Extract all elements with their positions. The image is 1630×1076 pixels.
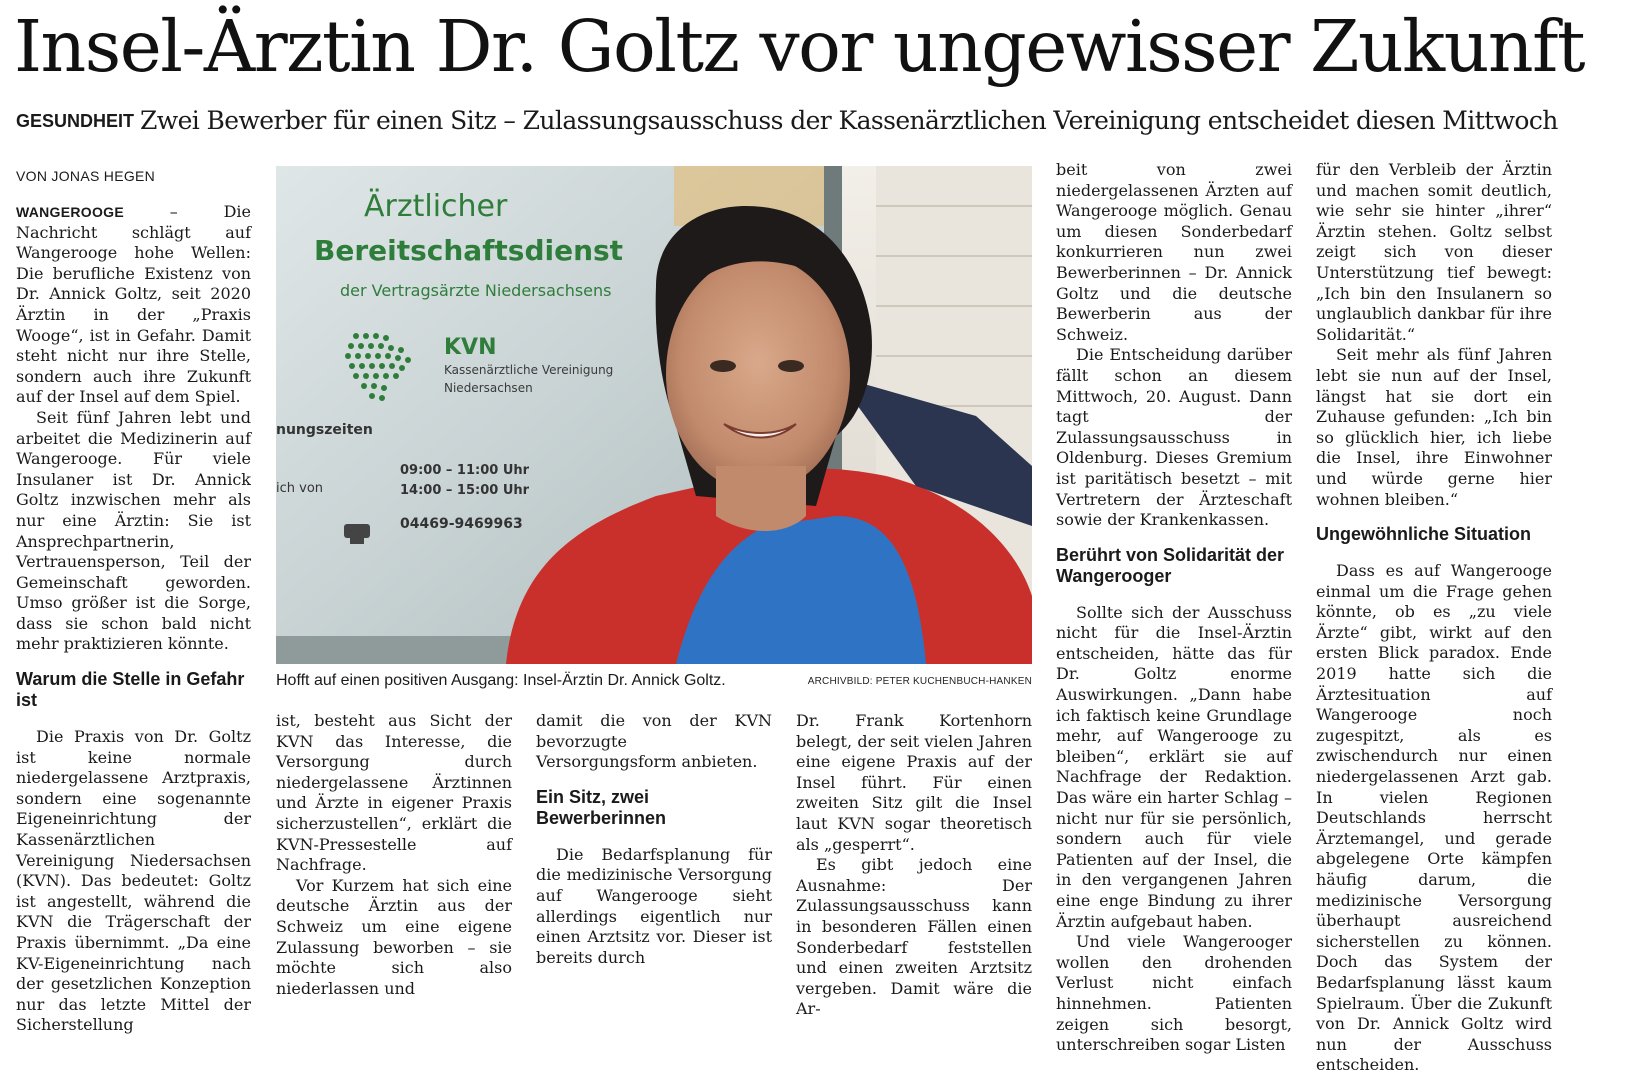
subheading: Ein Sitz, zwei Bewerberinnen [536,786,667,828]
paragraph: Vor Kurzem hat sich eine deutsche Ärztin aus der Schweiz um eine eigene Zulassung beworben – sie möchte sich also niederlassen und [276,875,512,998]
article-column-6 [1316,160,1552,1076]
paragraph: Sollte sich der Ausschuss nicht für die Insel-Ärztin entscheiden, hätte das für Dr. Goltz enorme Auswirkungen. „Dann habe ich faktisch keine Grundlage mehr, auf Wangerooge zu bleiben“, erklärt sie auf Nachfrage der Redaktion. Das wäre ein harter Schlag – nicht nur für sie persönlich, sondern auch für viele Patienten auf der Insel, die in den vergangenen Jahren eine enge Bindung zu ihrer Ärztin aufgebaut haben. [1056,602,1292,931]
paragraph: Dr. Frank Kortenhorn belegt, der seit vielen Jahren eine eigene Praxis auf der Insel führt. Für einen zweiten Sitz gilt die Insel laut KVN sogar theoretisch als „gesperrt“. [796,711,1032,854]
sign-text: 09:00 – 11:00 Uhr [400,463,530,478]
article-column-5 [1056,160,1292,1056]
subheadline: Zwei Bewerber für einen Sitz – Zulassungsausschuss der Kassenärztlichen Vereinigung entscheidet diesen Mittwoch [140,106,1558,135]
subheading: Ungewöhnliche Situation [1316,524,1531,545]
sign-text: Niedersachsen [444,381,533,395]
article-column-3 [536,711,772,968]
article-column-1 [16,202,251,1036]
sign-text: 04469-9469963 [400,516,523,532]
paragraph: Die Bedarfsplanung für die medizinische Versorgung auf Wangerooge sieht allerdings eigentlich nur einen Arztsitz vor. Dieser ist bereits durch [536,844,772,967]
photo-caption [276,672,1032,690]
paragraph: Die Entscheidung darüber fällt schon an diesem Mittwoch, 20. August. Dann tagt der Zulassungsausschuss in Oldenburg. Dieses Gremium ist paritätisch besetzt – mit Vertretern der Ärzteschaft sowie der Krankenkassen. [1056,345,1292,530]
paragraph: Seit fünf Jahren lebt und arbeitet die Medizinerin auf Wangerooge. Für viele Insulaner ist Dr. Annick Goltz inzwischen mehr als nur eine Ärztin: Sie ist Ansprechpartnerin, Vertrauensperson, Teil der Gemeinschaft geworden. Umso größer ist die Sorge, dass sie schon bald nicht mehr praktizieren könnte. [16,407,251,654]
sign-text: der Vertragsärzte Niedersachsens [340,281,612,300]
sign-text: Bereitschaftsdienst [314,234,624,267]
sign-text: KVN [444,335,497,360]
paragraph: Die Praxis von Dr. Goltz ist keine normale niedergelassene Arztpraxis, sondern eine sogenannte Eigeneinrichtung der Kassenärztlichen Vereinigung Niedersachsen (KVN). Das bedeutet: Goltz ist angestellt, während die KVN die Trägerschaft der Praxis übernimmt. „Da eine KV-Eigeneinrichtung nach der gesetzlichen Konzeption nur das letzte Mittel der Sicherstellung [16,727,251,1035]
sign-text: Kassenärztliche Vereinigung [444,363,614,377]
sign-text: nungszeiten [276,422,373,438]
paragraph: Dass es auf Wangerooge einmal um die Frage gehen könnte, ob es „zu viele Ärzte“ gibt, wirkt auf den ersten Blick paradox. Ende 2019 hatte sich die Ärztesituation auf Wangerooge noch zugespitzt, als es zwischendurch nur einen niedergelassenen Arzt gab. In vielen Regionen Deutschlands herrscht Ärztemangel, und gerade abgelegene Orte kämpfen häufig darum, die medizinische Versorgung überhaupt ausreichend sicherstellen zu können. Doch das System der Bedarfsplanung lässt kaum Spielraum. Über die Zukunft von Dr. Annick Goltz wird nun der Ausschuss entscheiden. [1316,561,1552,1075]
subheading: Warum die Stelle in Gefahr ist [16,669,245,711]
sign-text: ich von [276,481,324,496]
byline: VON JONAS HEGEN [16,168,156,184]
caption-text: Hofft auf einen positiven Ausgang: Insel-Ärztin Dr. Annick Goltz. [276,672,726,689]
article-photo [276,166,1032,664]
article-column-2 [276,711,512,999]
section-kicker: GESUNDHEIT [16,111,135,131]
article-column-4 [796,711,1032,1020]
sign-text: Ärztlicher [364,189,508,224]
photo-credit: ARCHIVBILD: PETER KUCHENBUCH-HANKEN [807,676,1032,687]
paragraph: WANGEROOGE – Die Nachricht schlägt auf Wangerooge hohe Wellen: Die berufliche Existenz von Dr. Annick Goltz, seit 2020 Ärztin in der „Praxis Wooge“, ist in Gefahr. Damit steht nicht nur ihre Stelle, sondern auch ihre Zukunft auf der Insel auf dem Spiel. [16,202,251,407]
sign-text: 14:00 – 15:00 Uhr [400,483,530,498]
subheadline-row [16,104,1616,138]
paragraph: damit die von der KVN bevorzugte Versorgungsform anbieten. [536,711,772,772]
paragraph: Es gibt jedoch eine Ausnahme: Der Zulassungsausschuss kann in besonderen Fällen einen Sonderbedarf feststellen und einen zweiten Arztsitz vergeben. Damit wäre die Ar- [796,855,1032,1019]
subheading: Berührt von Solidarität der Wangerooger [1056,544,1285,586]
paragraph: Seit mehr als fünf Jahren lebt sie nun auf der Insel, längst hat sie dort ein Zuhause gefunden: „Ich bin so glücklich hier, ich liebe die Insel, ihre Einwohner und würde gerne hier wohnen bleiben.“ [1316,345,1552,509]
paragraph: beit von zwei niedergelassenen Ärzten auf Wangerooge möglich. Genau um diesen Sonderbedarf konkurrieren nun zwei Bewerberinnen – Dr. Annick Goltz und die deutsche Bewerberin aus der Schweiz. [1056,160,1292,344]
dateline-place: WANGEROOGE [16,204,125,220]
paragraph: Und viele Wangerooger wollen den drohenden Verlust nicht einfach hinnehmen. Patienten zeigen sich besorgt, unterschreiben sogar Listen [1056,932,1292,1055]
headline: Insel-Ärztin Dr. Goltz vor ungewisser Zukunft [14,5,1584,88]
paragraph: ist, besteht aus Sicht der KVN das Interesse, die Versorgung durch niedergelassene Ärztinnen und Ärzte in eigener Praxis sicherzustellen“, erklärt die KVN-Pressestelle auf Nachfrage. [276,711,512,875]
paragraph: für den Verbleib der Ärztin und machen somit deutlich, wie sehr sie hinter „ihrer“ Ärztin stehen. Goltz selbst zeigt sich von dieser Unterstützung tief bewegt: „Ich bin den Insulanern so unglaublich dankbar für ihre Solidarität.“ [1316,160,1552,344]
